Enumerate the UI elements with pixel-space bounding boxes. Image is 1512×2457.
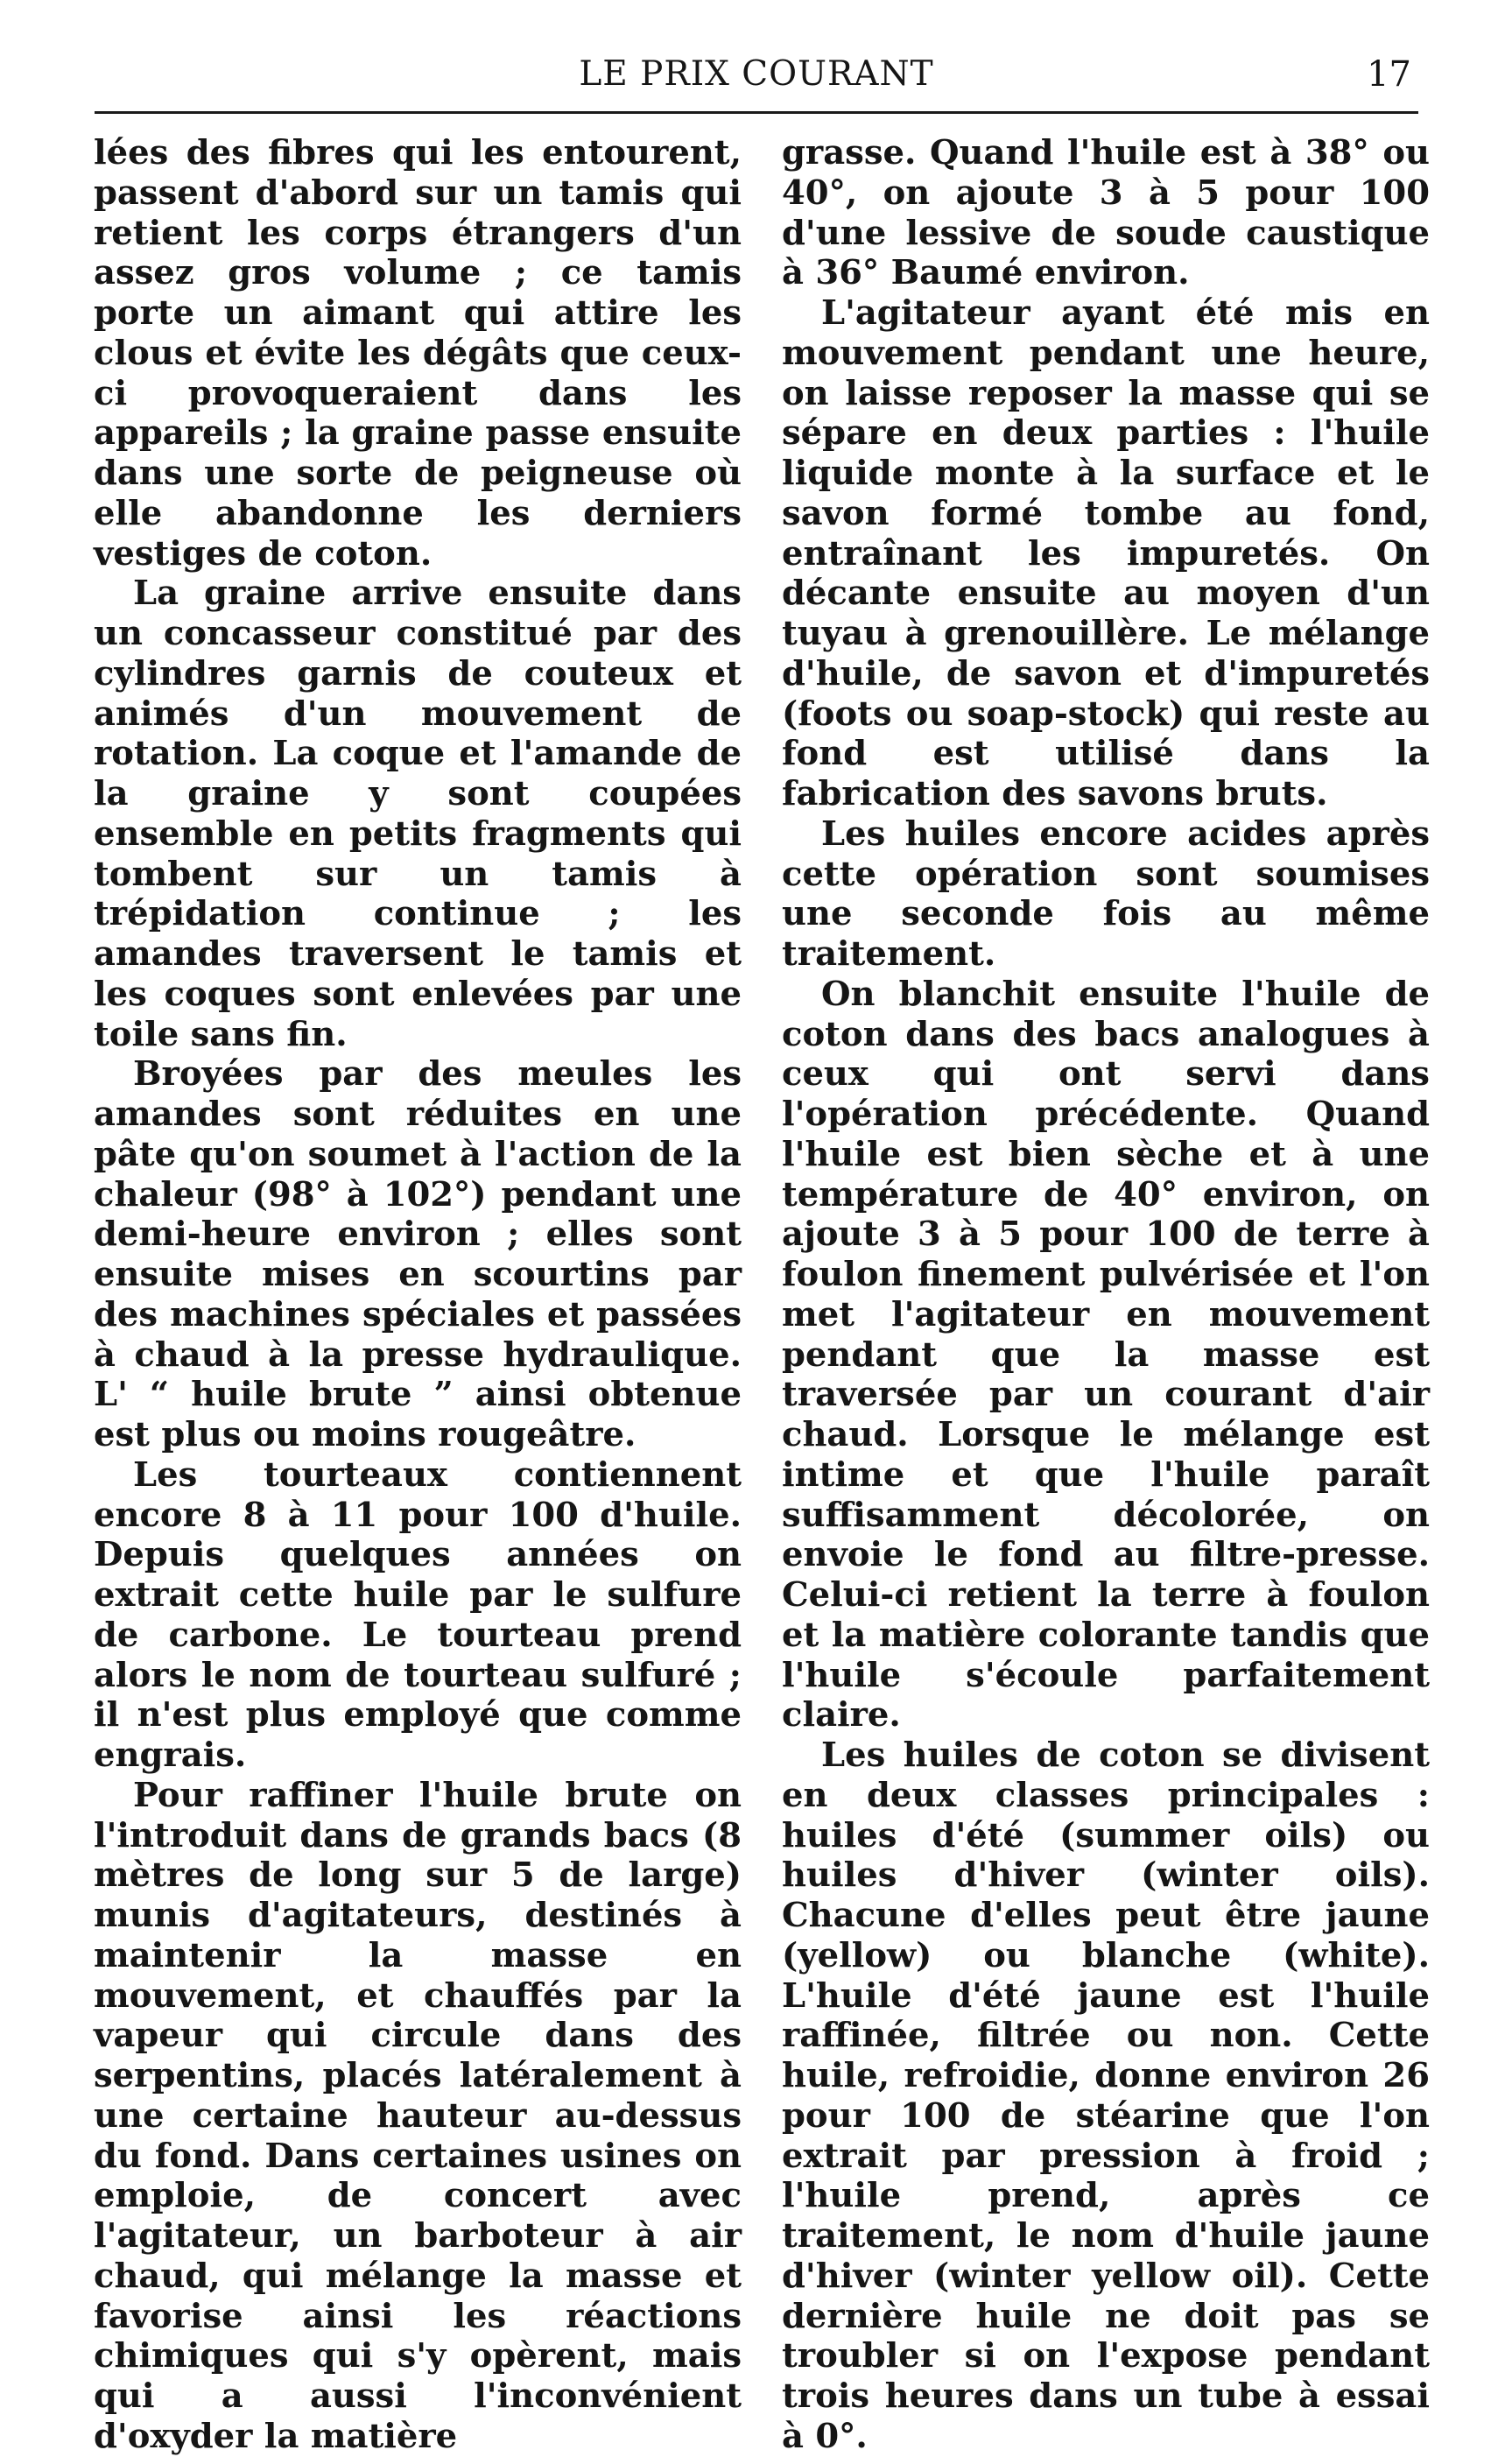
page-number: 17 — [1367, 54, 1411, 95]
paragraph: lées des fibres qui les entourent, passent d'abord sur un tamis qui retient les corps étrangers d'un assez gros volume ; ce tamis porte un aimant qui attire les clous et évite les dégâts que ceux-ci provoqueraient dans les appareils ; la graine passe ensuite dans une sorte de peigneuse où elle abandonne les derniers vestiges de coton. — [94, 133, 742, 574]
left-column — [94, 133, 742, 2457]
paragraph: Pour raffiner l'huile brute on l'introduit dans de grands bacs (8 mètres de long sur 5 de large) munis d'agitateurs, destinés à maintenir la masse en mouvement, et chauffés par la vapeur qui circule dans des serpentins, placés latéralement à une certaine hauteur au-dessus du fond. Dans certaines usines on emploie, de concert avec l'agitateur, un barboteur à air chaud, qui mélange la masse et favorise ainsi les réactions chimiques qui s'y opèrent, mais qui a aussi l'inconvénient d'oxyder la matière — [94, 1775, 742, 2456]
header-rule — [95, 111, 1418, 114]
paragraph: Broyées par des meules les amandes sont réduites en une pâte qu'on soumet à l'action de la chaleur (98° à 102°) pendant une demi-heure environ ; elles sont ensuite mises en scourtins par des machines spéciales et passées à chaud à la presse hydraulique. L' “ huile brute ” ainsi obtenue est plus ou moins rougeâtre. — [94, 1054, 742, 1454]
paragraph: L'agitateur ayant été mis en mouvement pendant une heure, on laisse reposer la masse qui se sépare en deux parties : l'huile liquide monte à la surface et le savon formé tombe au fond, entraînant les impuretés. On décante ensuite au moyen d'un tuyau à grenouillère. Le mélange d'huile, de savon et d'impuretés (foots ou soap-stock) qui reste au fond est utilisé dans la fabrication des savons bruts. — [782, 293, 1430, 813]
paragraph: grasse. Quand l'huile est à 38° ou 40°, on ajoute 3 à 5 pour 100 d'une lessive de soude caustique à 36° Baumé environ. — [782, 133, 1430, 293]
page-header — [95, 49, 1418, 102]
paragraph: Les huiles encore acides après cette opération sont soumises une seconde fois au même traitement. — [782, 813, 1430, 974]
running-title: LE PRIX COURANT — [579, 54, 934, 94]
right-column — [782, 133, 1430, 2457]
paragraph: Les tourteaux contiennent encore 8 à 11 pour 100 d'huile. Depuis quelques années on extrait cette huile par le sulfure de carbone. Le tourteau prend alors le nom de tourteau sulfuré ; il n'est plus employé que comme engrais. — [94, 1454, 742, 1775]
paragraph: Les huiles de coton se divisent en deux classes principales : huiles d'été (summer oils) ou huiles d'hiver (winter oils). Chacune d'elles peut être jaune (yellow) ou blanche (white). L'huile d'été jaune est l'huile raffinée, filtrée ou non. Cette huile, refroidie, donne environ 26 pour 100 de stéarine que l'on extrait par pression à froid ; l'huile prend, après ce traitement, le nom d'huile jaune d'hiver (winter yellow oil). Cette dernière huile ne doit pas se troubler si on l'expose pendant trois heures dans un tube à essai à 0°. — [782, 1735, 1430, 2456]
paragraph: On blanchit ensuite l'huile de coton dans des bacs analogues à ceux qui ont servi dans l'opération précédente. Quand l'huile est bien sèche et à une température de 40° environ, on ajoute 3 à 5 pour 100 de terre à foulon finement pulvérisée et l'on met l'agitateur en mouvement pendant que la masse est traversée par un courant d'air chaud. Lorsque le mélange est intime et que l'huile paraît suffisamment décolorée, on envoie le fond au filtre-presse. Celui-ci retient la terre à foulon et la matière colorante tandis que l'huile s'écoule parfaitement claire. — [782, 974, 1430, 1735]
paragraph: La graine arrive ensuite dans un concasseur constitué par des cylindres garnis de couteux et animés d'un mouvement de rotation. La coque et l'amande de la graine y sont coupées ensemble en petits fragments qui tombent sur un tamis à trépidation continue ; les amandes traversent le tamis et les coques sont enlevées par une toile sans fin. — [94, 574, 742, 1054]
